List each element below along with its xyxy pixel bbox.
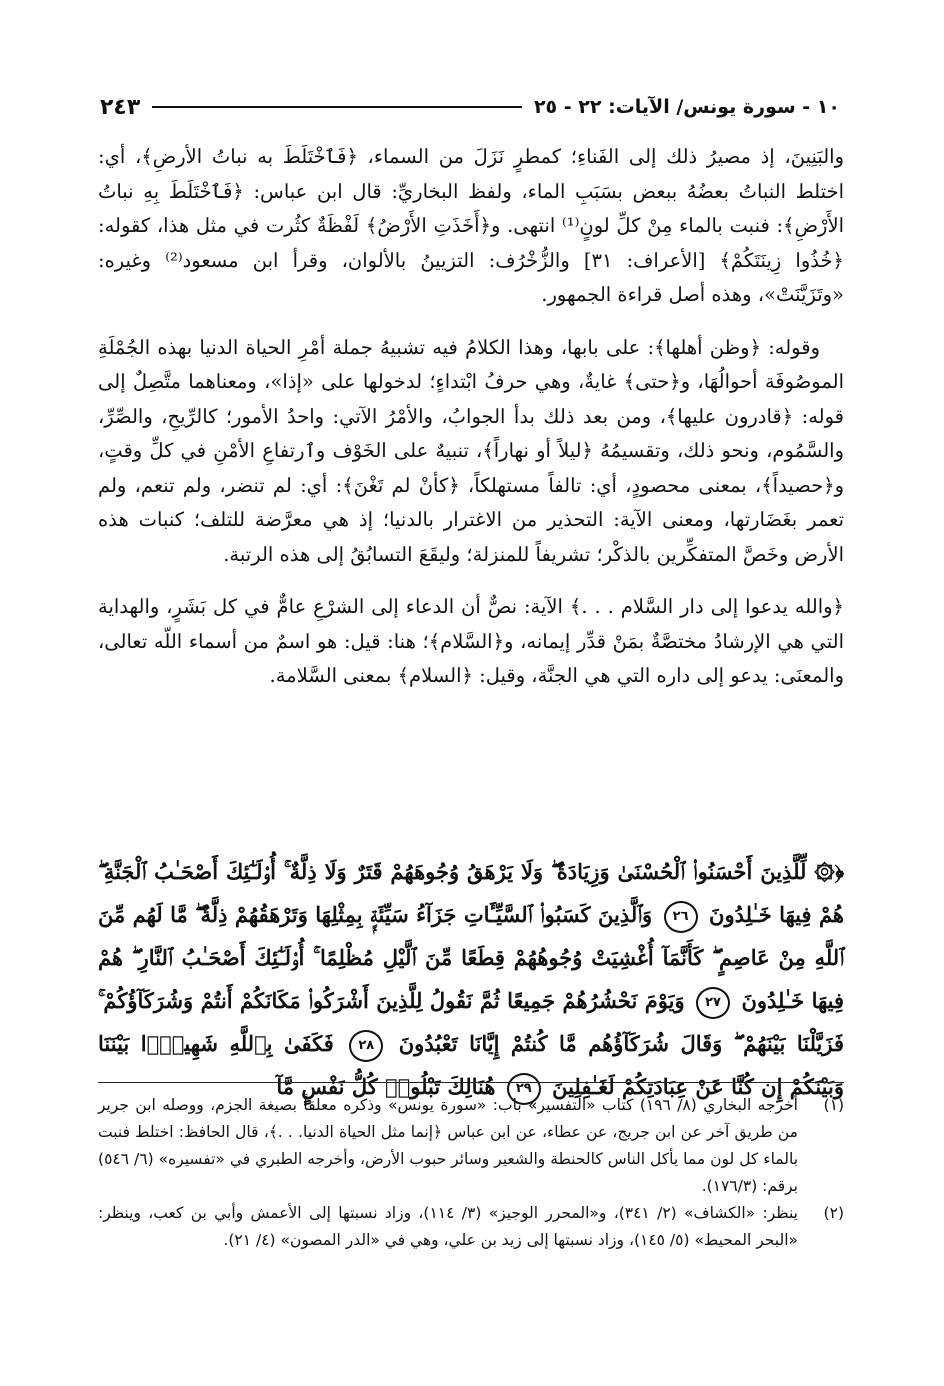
footnote-number: (١) bbox=[823, 1096, 844, 1114]
header-title: ١٠ - سورة يونس/ الآيات: ٢٢ - ٢٥ bbox=[533, 96, 840, 118]
page-number: ٢٤٣ bbox=[100, 94, 141, 120]
ayah-number-marker: ٢٨ bbox=[349, 1030, 383, 1062]
footnote-2 bbox=[98, 1200, 844, 1254]
footnote-number: (٢) bbox=[823, 1204, 844, 1222]
quran-verses bbox=[98, 850, 844, 1108]
paragraph: وقوله: ﴿وظن أهلها﴾: على بابها، وهذا الكلامُ فيه تشبيهُ جملة أمْرِ الحياة الدنيا بهذه الجُمْلَةِ الموصُوفَة أحوالُهَا، و﴿حتى﴾ غايةٌ، وهي حرفُ ابْتداءٍ؛ لدخولها على «إذا»، ومعناهما متَّصِلٌ إلى قوله: ﴿قادرون عليها﴾، ومن بعد ذلك بدأ الجوابُ، والأمْرُ الآتي: واحدُ الأمور؛ كالرِّيحِ، والصِّرِّ، والسَّمُوم، ونحو ذلك، وتقسيمُهُ ﴿ليلاً أو نهاراً﴾، تنبيهٌ على الخَوْف وٱرتفاعِ الأمْنِ في كلِّ وقتٍ، و﴿حصيداً﴾، بمعنى محصودٍ، أي: تالفاً مستهلكاً، ﴿كأنْ لم تَغْنَ﴾: أي: لم تنضر، ولم تنعم، ولم تعمر بغَضَارتها، ومعنى الآية: التحذير من الاغترار بالدنيا؛ إذ هي معرَّضة للتلف؛ كنبات هذه الأرض وخَصَّ المتفكِّرين بالذكْر؛ تشريفاً للمنزلة؛ وليقَعَ التسابُقُ إلى هذه الرتبة. bbox=[98, 335, 844, 566]
verse-text: وَيَوْمَ نَحْشُرُهُمْ جَمِيعًا ثُمَّ نَقُولُ لِلَّذِينَ أَشْرَكُوا۟ مَكَانَكُمْ أَنتُمْ وَشُرَكَآؤُكُمْ ۚ فَزَيَّلْنَا بَيْنَهُمْ ۖ وَقَالَ شُرَكَآؤُهُم مَّا كُنتُمْ إِيَّانَا تَعْبُدُونَ bbox=[98, 988, 844, 1056]
footnote-divider bbox=[98, 1082, 844, 1083]
verse-text: هُنَالِكَ تَبْلُوا۟ كُلُّ نَفْسٍ مَّآ bbox=[276, 1074, 496, 1099]
running-header bbox=[100, 90, 840, 124]
footnotes bbox=[98, 1092, 844, 1254]
footnote-1 bbox=[98, 1092, 844, 1200]
ayah-number-marker: ٢٩ bbox=[507, 1073, 541, 1105]
footnote-text: أخرجه البخاري (٨/ ١٩٦) كتاب «التفسير» باب: «سورة يونس» وذكره معلقاً بصيغة الجزم، ووصله ابن جرير من طريق آخر عن ابن جريج، عن عطاء، عن ابن عباس ﴿إنما مثل الحياة الدنيا. . .﴾، قال الحافظ: اختلط فنبت بالماء كل لون مما يأكل الناس كالحنطة والشعير وسائر حبوب الأرض، وأخرجه الطبري في «تفسيره» (٦/ ٥٤٦) برقم: (١٧٦/٣). bbox=[98, 1096, 799, 1195]
ayah-number-marker: ٢٦ bbox=[664, 901, 698, 933]
footnote-text: ينظر: «الكشاف» (٢/ ٣٤١)، و«المحرر الوجيز» (٣/ ١١٤)، وزاد نسبتها إلى الأعمش وأبي بن كعب، وينظر: «البحر المحيط» (٥/ ١٤٥)، وزاد نسبتها إلى زيد بن علي، وهي في «الدر المصون» (٤/ ٢١). bbox=[98, 1204, 798, 1249]
verse-text: فَكَفَىٰ بِٱللَّهِ شَهِيدًۢا بَيْنَنَا وَبَيْنَكُمْ إِن كُنَّا عَنْ عِبَادَتِكُمْ لَغَـٰفِلِينَ bbox=[98, 1031, 844, 1099]
paragraph: والبَنِينَ، إذ مصيرُ ذلك إلى الفَناءِ؛ كمطرٍ نَزَلَ من السماء، ﴿فَٱخْتَلَطَ به نباتُ الأرضِ﴾، أي: اختلط النباتُ بعضُهُ ببعض بسَبَبِ الماء، ولفظ البخاريِّ: قال ابن عباس: ﴿فَٱخْتَلَطَ بِهِ نباتُ الأَرْضِ﴾: فنبت بالماء مِنْ كلِّ لونٍ⁽¹⁾ انتهى. و﴿أَخَذَتِ الأَرْضُ﴾ لَفْظَةٌ كثُرت في مثل هذا، كقوله: ﴿خُذُوا زِينَتَكُمْ﴾ [الأعراف: ٣١] والزُّخْرُف: التزيينُ بالألوان، وقرأ ابن مسعود⁽²⁾ وغيره: «وتَزَيَّنَتْ»، وهذه أصل قراءة الجمهور. bbox=[98, 145, 844, 306]
verse-text: وَٱلَّذِينَ كَسَبُوا۟ ٱلسَّيِّـَٔاتِ جَزَآءُ سَيِّئَةٍۭ بِمِثْلِهَا وَتَرْهَقُهُمْ ذِلَّةٌ ۖ مَّا لَهُم مِّنَ ٱللَّهِ مِنْ عَاصِمٍ ۖ كَأَنَّمَآ أُغْشِيَتْ وُجُوهُهُمْ قِطَعًا مِّنَ ٱلَّيْلِ مُظْلِمًا ۚ أُو۟لَـٰٓئِكَ أَصْحَـٰبُ ٱلنَّارِ ۖ هُمْ فِيهَا خَـٰلِدُونَ bbox=[98, 902, 845, 1013]
paragraph: ﴿والله يدعوا إلى دار السَّلام . . .﴾ الآية: نصٌّ أن الدعاء إلى الشرْعِ عامٌّ في كل بَشَرٍ، والهداية التي هي الإرشادُ مختصَّةٌ بمَنْ قدِّر إيمانه، و﴿السَّلام﴾؛ هنا: قيل: هو اسمٌ من أسماء اللّه تعالى، والمعنَى: يدعو إلى داره التي هي الجنَّة، وقيل: ﴿السلام﴾ بمعنى السَّلامة. bbox=[98, 595, 844, 687]
header-rule bbox=[152, 106, 522, 108]
ayah-number-marker: ٢٧ bbox=[696, 987, 730, 1019]
commentary-text bbox=[98, 140, 844, 712]
verse-text: ﴿۞ لِّلَّذِينَ أَحْسَنُوا۟ ٱلْحُسْنَىٰ وَزِيَادَةٌ ۖ وَلَا يَرْهَقُ وُجُوهَهُمْ قَتَرٌ وَلَا ذِلَّةٌ ۚ أُو۟لَـٰٓئِكَ أَصْحَـٰبُ ٱلْجَنَّةِ ۖ هُمْ فِيهَا خَـٰلِدُونَ bbox=[98, 859, 845, 927]
